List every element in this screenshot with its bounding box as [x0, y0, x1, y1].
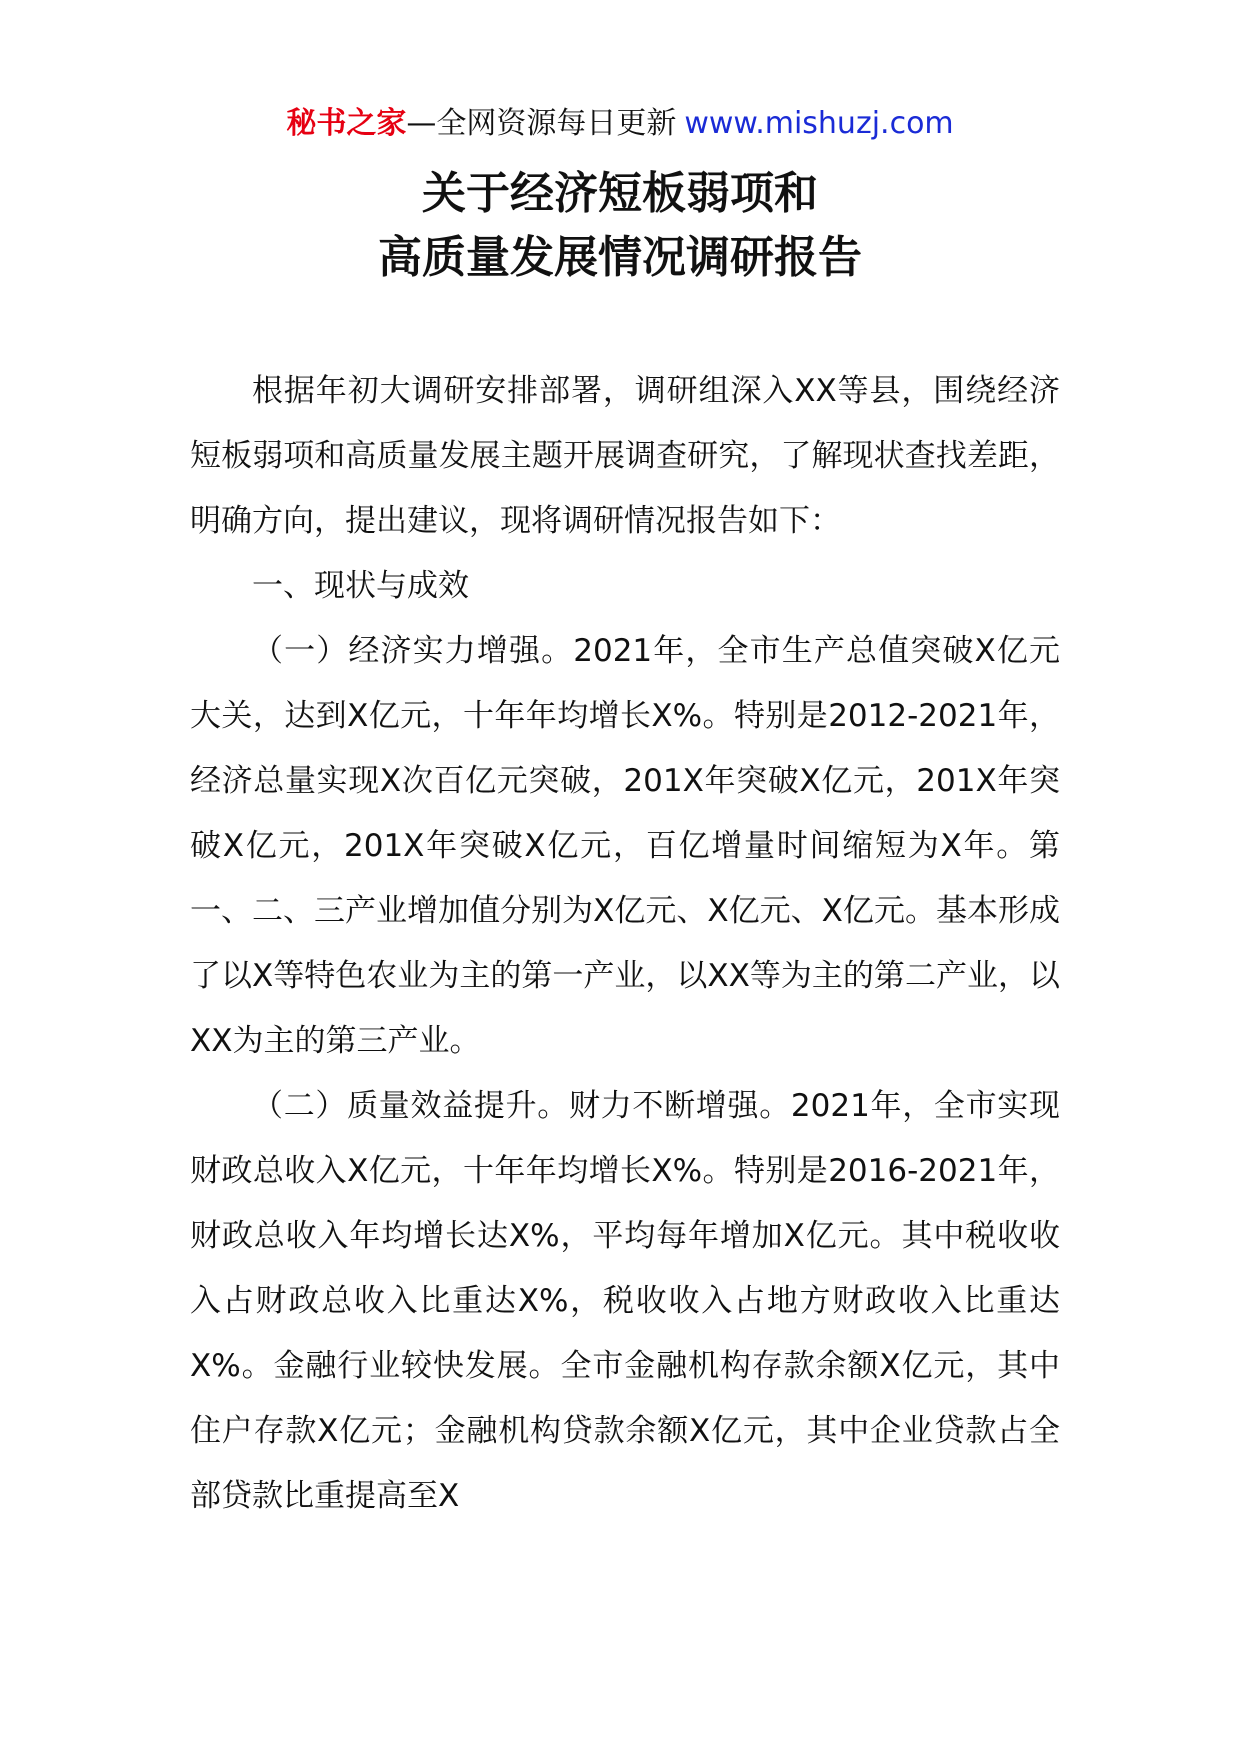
title-line-1: 关于经济短板弱项和 [422, 168, 818, 219]
site-header [0, 100, 1240, 148]
title-line-2: 高质量发展情况调研报告 [378, 232, 862, 283]
brand-name: 秘书之家 [286, 106, 407, 141]
header-tagline: —全网资源每日更新 [406, 106, 677, 141]
site-url-link[interactable]: www.mishuzj.com [684, 106, 954, 141]
document-body [190, 359, 1060, 1529]
section-heading: 一、现状与成效 [252, 568, 469, 604]
document-title [0, 162, 1240, 290]
paragraph-quality-efficiency: （二）质量效益提升。财力不断增强。2021年，全市实现财政总收入X亿元，十年年均增长X%。特别是2016-2021年，财政总收入年均增长达X%，平均每年增加X亿元。其中税收收入占财政总收入比重达X%，税收收入占地方财政收入比重达X%。金融行业较快发展。全市金融机构存款余额X亿元，其中住户存款X亿元；金融机构贷款余额X亿元，其中企业贷款占全部贷款比重提高至X [190, 1088, 1060, 1514]
intro-paragraph: 根据年初大调研安排部署，调研组深入XX等县，围绕经济短板弱项和高质量发展主题开展调查研究，了解现状查找差距，明确方向，提出建议，现将调研情况报告如下： [190, 373, 1060, 539]
paragraph-economic-strength: （一）经济实力增强。2021年，全市生产总值突破X亿元大关，达到X亿元，十年年均增长X%。特别是2012-2021年，经济总量实现X次百亿元突破，201X年突破X亿元，201X年突破X亿元，201X年突破X亿元，百亿增量时间缩短为X年。第一、二、三产业增加值分别为X亿元、X亿元、X亿元。基本形成了以X等特色农业为主的第一产业，以XX等为主的第二产业，以XX为主的第三产业。 [190, 633, 1060, 1059]
